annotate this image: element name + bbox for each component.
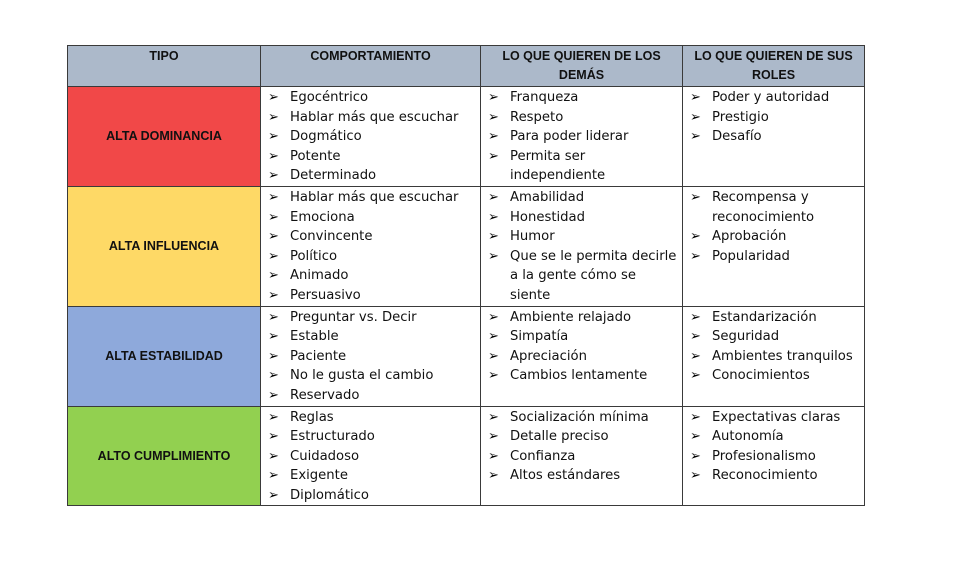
arrow-bullet-icon: ➢ [268, 148, 279, 164]
arrow-bullet-icon: ➢ [268, 348, 279, 364]
type-label: ALTA INFLUENCIA [108, 239, 220, 254]
list-item [261, 88, 480, 108]
bullet-list [683, 307, 864, 386]
arrow-bullet-icon: ➢ [488, 329, 499, 345]
row-alta-dominancia [68, 87, 865, 187]
list-item-text: Determinado [290, 168, 377, 184]
list-item-text: Expectativas claras [712, 409, 841, 425]
arrow-bullet-icon: ➢ [690, 468, 701, 484]
arrow-bullet-icon: ➢ [488, 309, 499, 325]
demas-cell [481, 186, 683, 306]
list-item [481, 188, 682, 208]
list-item-text: Popularidad [712, 248, 790, 264]
list-item [261, 486, 480, 506]
list-item-text: Recompensa y reconocimiento [712, 189, 815, 225]
bullet-list [481, 307, 682, 386]
list-item-text: Potente [290, 148, 341, 164]
list-item [481, 108, 682, 128]
arrow-bullet-icon: ➢ [488, 109, 499, 125]
disc-profile-table [67, 45, 865, 506]
arrow-bullet-icon: ➢ [488, 90, 499, 105]
header-lo-que-quieren-de-sus-roles: LO QUE QUIEREN DE SUS ROLES [683, 46, 865, 87]
list-item [481, 147, 682, 186]
arrow-bullet-icon: ➢ [488, 368, 499, 384]
type-cell-cumplimiento [68, 406, 261, 506]
list-item-text: Estable [290, 329, 339, 345]
list-item-text: Autonomía [712, 429, 784, 445]
arrow-bullet-icon: ➢ [690, 189, 701, 205]
arrow-bullet-icon: ➢ [268, 168, 279, 184]
list-item-text: Preguntar vs. Decir [290, 309, 417, 325]
list-item-text: Hablar más que escuchar [290, 189, 459, 205]
arrow-bullet-icon: ➢ [690, 409, 701, 425]
arrow-bullet-icon: ➢ [488, 468, 499, 484]
list-item [261, 188, 480, 208]
roles-cell [683, 306, 865, 406]
list-item-text: Reconocimiento [712, 468, 818, 484]
arrow-bullet-icon: ➢ [488, 448, 499, 464]
list-item-text: Conocimientos [712, 368, 810, 384]
list-item-text: Hablar más que escuchar [290, 109, 459, 125]
list-item-text: Amabilidad [510, 189, 585, 205]
arrow-bullet-icon: ➢ [268, 189, 279, 205]
list-item [261, 408, 480, 428]
list-item [481, 366, 682, 386]
arrow-bullet-icon: ➢ [488, 429, 499, 445]
list-item-text: Ambiente relajado [510, 309, 632, 325]
comportamiento-cell [261, 186, 481, 306]
list-item-text: Estructurado [290, 429, 375, 445]
list-item [481, 127, 682, 147]
list-item-text: Reservado [290, 387, 360, 403]
bullet-list [261, 307, 480, 406]
list-item [261, 266, 480, 286]
arrow-bullet-icon: ➢ [488, 129, 499, 145]
comportamiento-cell [261, 87, 481, 187]
list-item-text: Respeto [510, 109, 564, 125]
type-cell-influencia [68, 186, 261, 306]
list-item [481, 88, 682, 108]
arrow-bullet-icon: ➢ [268, 487, 279, 503]
list-item [261, 308, 480, 328]
list-item-text: Estandarización [712, 309, 817, 325]
bullet-list [481, 407, 682, 486]
list-item-text: Egocéntrico [290, 90, 369, 105]
arrow-bullet-icon: ➢ [488, 229, 499, 245]
list-item [683, 427, 864, 447]
list-item-text: Que se le permita decirle a la gente cómo se siente [510, 248, 677, 303]
list-item-text: Aprobación [712, 229, 787, 245]
list-item [683, 466, 864, 486]
list-item-text: Reglas [290, 409, 334, 425]
list-item [481, 408, 682, 428]
list-item [683, 408, 864, 428]
list-item [683, 88, 864, 108]
header-row [68, 46, 865, 87]
arrow-bullet-icon: ➢ [690, 429, 701, 445]
list-item [261, 166, 480, 186]
arrow-bullet-icon: ➢ [268, 429, 279, 445]
list-item-text: Permita ser independiente [510, 148, 606, 184]
arrow-bullet-icon: ➢ [690, 248, 701, 264]
list-item-text: Confianza [510, 448, 576, 464]
arrow-bullet-icon: ➢ [268, 387, 279, 403]
list-item [261, 466, 480, 486]
type-label: ALTO CUMPLIMIENTO [97, 448, 231, 463]
list-item-text: Humor [510, 229, 555, 245]
arrow-bullet-icon: ➢ [268, 248, 279, 264]
list-item-text: Socialización mínima [510, 409, 649, 425]
header-lo-que-quieren-de-los-demas: LO QUE QUIEREN DE LOS DEMÁS [481, 46, 683, 87]
arrow-bullet-icon: ➢ [690, 90, 701, 105]
list-item-text: Apreciación [510, 348, 587, 364]
type-label: ALTA DOMINANCIA [106, 129, 222, 144]
list-item-text: Prestigio [712, 109, 769, 125]
header-tipo: TIPO [68, 46, 261, 87]
roles-cell [683, 87, 865, 187]
list-item-text: Exigente [290, 468, 348, 484]
arrow-bullet-icon: ➢ [488, 248, 499, 264]
list-item-text: Ambientes tranquilos [712, 348, 853, 364]
arrow-bullet-icon: ➢ [268, 209, 279, 225]
list-item-text: No le gusta el cambio [290, 368, 434, 384]
list-item [481, 447, 682, 467]
list-item [261, 247, 480, 267]
list-item-text: Simpatía [510, 329, 569, 345]
arrow-bullet-icon: ➢ [488, 148, 499, 164]
arrow-bullet-icon: ➢ [268, 229, 279, 245]
bullet-list [683, 187, 864, 266]
arrow-bullet-icon: ➢ [488, 409, 499, 425]
list-item [481, 308, 682, 328]
list-item-text: Franqueza [510, 90, 579, 105]
bullet-list [261, 87, 480, 186]
bullet-list [261, 407, 480, 506]
bullet-list [481, 187, 682, 306]
list-item-text: Animado [290, 268, 349, 284]
arrow-bullet-icon: ➢ [268, 329, 279, 345]
demas-cell [481, 87, 683, 187]
list-item [683, 366, 864, 386]
demas-cell [481, 406, 683, 506]
list-item [683, 188, 864, 227]
row-alto-cumplimiento [68, 406, 865, 506]
list-item [261, 427, 480, 447]
list-item [683, 108, 864, 128]
type-cell-dominancia [68, 87, 261, 187]
list-item-text: Detalle preciso [510, 429, 609, 445]
bullet-list [481, 87, 682, 186]
demas-cell [481, 306, 683, 406]
list-item-text: Político [290, 248, 338, 264]
list-item [261, 108, 480, 128]
list-item [481, 347, 682, 367]
arrow-bullet-icon: ➢ [488, 189, 499, 205]
arrow-bullet-icon: ➢ [268, 90, 279, 105]
list-item [683, 227, 864, 247]
list-item-text: Profesionalismo [712, 448, 816, 464]
list-item [261, 447, 480, 467]
list-item [261, 127, 480, 147]
list-item [683, 127, 864, 147]
list-item-text: Paciente [290, 348, 347, 364]
list-item [683, 447, 864, 467]
row-alta-estabilidad [68, 306, 865, 406]
header-comportamiento: COMPORTAMIENTO [261, 46, 481, 87]
arrow-bullet-icon: ➢ [690, 129, 701, 145]
arrow-bullet-icon: ➢ [268, 268, 279, 284]
list-item [481, 227, 682, 247]
list-item [261, 147, 480, 167]
arrow-bullet-icon: ➢ [690, 109, 701, 125]
arrow-bullet-icon: ➢ [690, 448, 701, 464]
list-item [481, 247, 682, 306]
arrow-bullet-icon: ➢ [268, 448, 279, 464]
list-item-text: Poder y autoridad [712, 90, 830, 105]
list-item [261, 366, 480, 386]
list-item-text: Persuasivo [290, 287, 361, 303]
comportamiento-cell [261, 406, 481, 506]
arrow-bullet-icon: ➢ [690, 368, 701, 384]
list-item-text: Dogmático [290, 129, 362, 145]
arrow-bullet-icon: ➢ [268, 129, 279, 145]
list-item [683, 308, 864, 328]
list-item [481, 208, 682, 228]
list-item [481, 466, 682, 486]
arrow-bullet-icon: ➢ [690, 229, 701, 245]
arrow-bullet-icon: ➢ [488, 209, 499, 225]
type-cell-estabilidad [68, 306, 261, 406]
list-item-text: Honestidad [510, 209, 585, 225]
list-item [261, 286, 480, 306]
list-item [261, 227, 480, 247]
arrow-bullet-icon: ➢ [268, 368, 279, 384]
type-label: ALTA ESTABILIDAD [105, 349, 223, 364]
list-item-text: Seguridad [712, 329, 780, 345]
list-item-text: Para poder liderar [510, 129, 629, 145]
arrow-bullet-icon: ➢ [268, 109, 279, 125]
list-item-text: Cuidadoso [290, 448, 360, 464]
roles-cell [683, 186, 865, 306]
list-item [481, 327, 682, 347]
bullet-list [683, 407, 864, 486]
list-item-text: Convincente [290, 229, 373, 245]
bullet-list [261, 187, 480, 306]
bullet-list [683, 87, 864, 147]
list-item [261, 208, 480, 228]
list-item-text: Emociona [290, 209, 355, 225]
row-alta-influencia [68, 186, 865, 306]
list-item [683, 327, 864, 347]
list-item [261, 327, 480, 347]
list-item-text: Desafío [712, 129, 762, 145]
arrow-bullet-icon: ➢ [268, 468, 279, 484]
list-item-text: Altos estándares [510, 468, 621, 484]
arrow-bullet-icon: ➢ [690, 348, 701, 364]
arrow-bullet-icon: ➢ [268, 309, 279, 325]
list-item [481, 427, 682, 447]
list-item [683, 347, 864, 367]
roles-cell [683, 406, 865, 506]
list-item-text: Diplomático [290, 487, 370, 503]
list-item [683, 247, 864, 267]
list-item-text: Cambios lentamente [510, 368, 648, 384]
arrow-bullet-icon: ➢ [268, 409, 279, 425]
arrow-bullet-icon: ➢ [268, 287, 279, 303]
arrow-bullet-icon: ➢ [690, 309, 701, 325]
list-item [261, 386, 480, 406]
arrow-bullet-icon: ➢ [488, 348, 499, 364]
list-item [261, 347, 480, 367]
arrow-bullet-icon: ➢ [690, 329, 701, 345]
comportamiento-cell [261, 306, 481, 406]
